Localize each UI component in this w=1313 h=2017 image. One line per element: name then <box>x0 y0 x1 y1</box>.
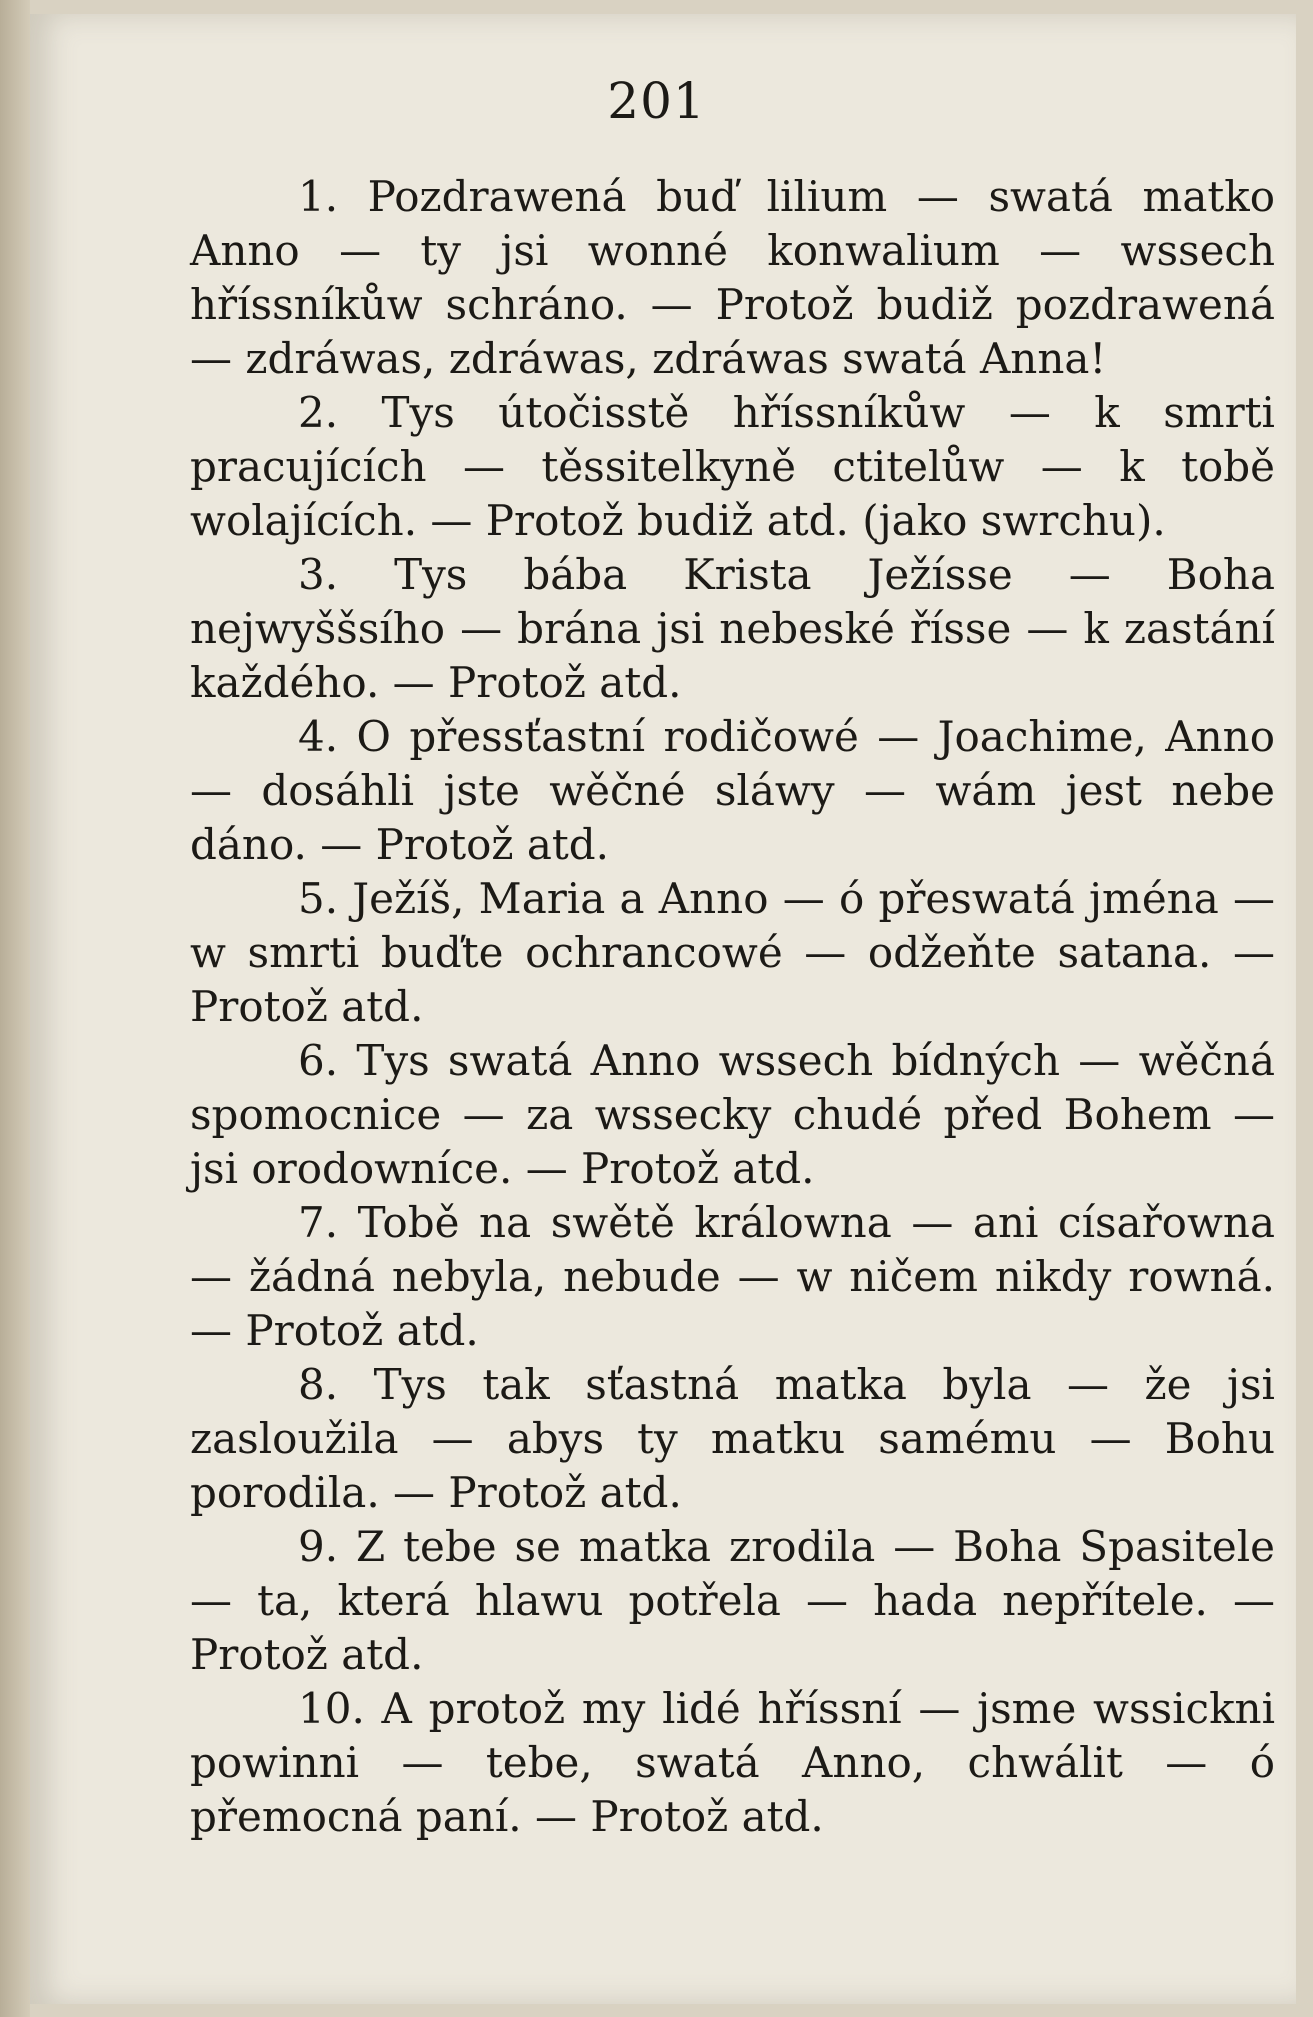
verse-5: 5. Ježíš, Maria a Anno — ó přeswatá jména — w smrti buďte ochrancowé — odžeňte satana. — Protož atd. <box>190 874 1275 1031</box>
verse-2: 2. Tys útočisstě hříssníkůw — k smrti pracujících — těssitelkyně ctitelůw — k tobě wolajících. — Protož budiž atd. (jako swrchu). <box>190 388 1275 545</box>
verse-10: 10. A protož my lidé hříssní — jsme wssickni powinni — tebe, swatá Anno, chwálit — ó přemocná paní. — Protož atd. <box>190 1684 1275 1841</box>
verse-7: 7. Tobě na swětě králowna — ani císařowna — žádná nebyla, nebude — w ničem nikdy rowná. — Protož atd. <box>190 1198 1275 1355</box>
page-number: 201 <box>607 72 706 130</box>
page-edge <box>0 0 30 2017</box>
hymn-text <box>190 170 1275 1844</box>
verse-1: 1. Pozdrawená buď lilium — swatá matko Anno — ty jsi wonné konwalium — wssech hříssníkůw schráno. — Protož budiž pozdrawená — zdráwas, zdráwas, zdráwas swatá Anna! <box>190 172 1275 383</box>
verse-8: 8. Tys tak sťastná matka byla — že jsi zasloužila — abys ty matku samému — Bohu porodila. — Protož atd. <box>190 1360 1275 1517</box>
verse-9: 9. Z tebe se matka zrodila — Boha Spasitele — ta, která hlawu potřela — hada nepřítele. — Protož atd. <box>190 1522 1275 1679</box>
verse-3: 3. Tys bába Krista Ježísse — Boha nejwyššsího — brána jsi nebeské řísse — k zastání každého. — Protož atd. <box>190 550 1275 707</box>
verse-6: 6. Tys swatá Anno wssech bídných — wěčná spomocnice — za wssecky chudé před Bohem — jsi orodowníce. — Protož atd. <box>190 1036 1275 1193</box>
verse-4: 4. O přessťastní rodičowé — Joachime, Anno — dosáhli jste wěčné sláwy — wám jest nebe dáno. — Protož atd. <box>190 712 1275 869</box>
